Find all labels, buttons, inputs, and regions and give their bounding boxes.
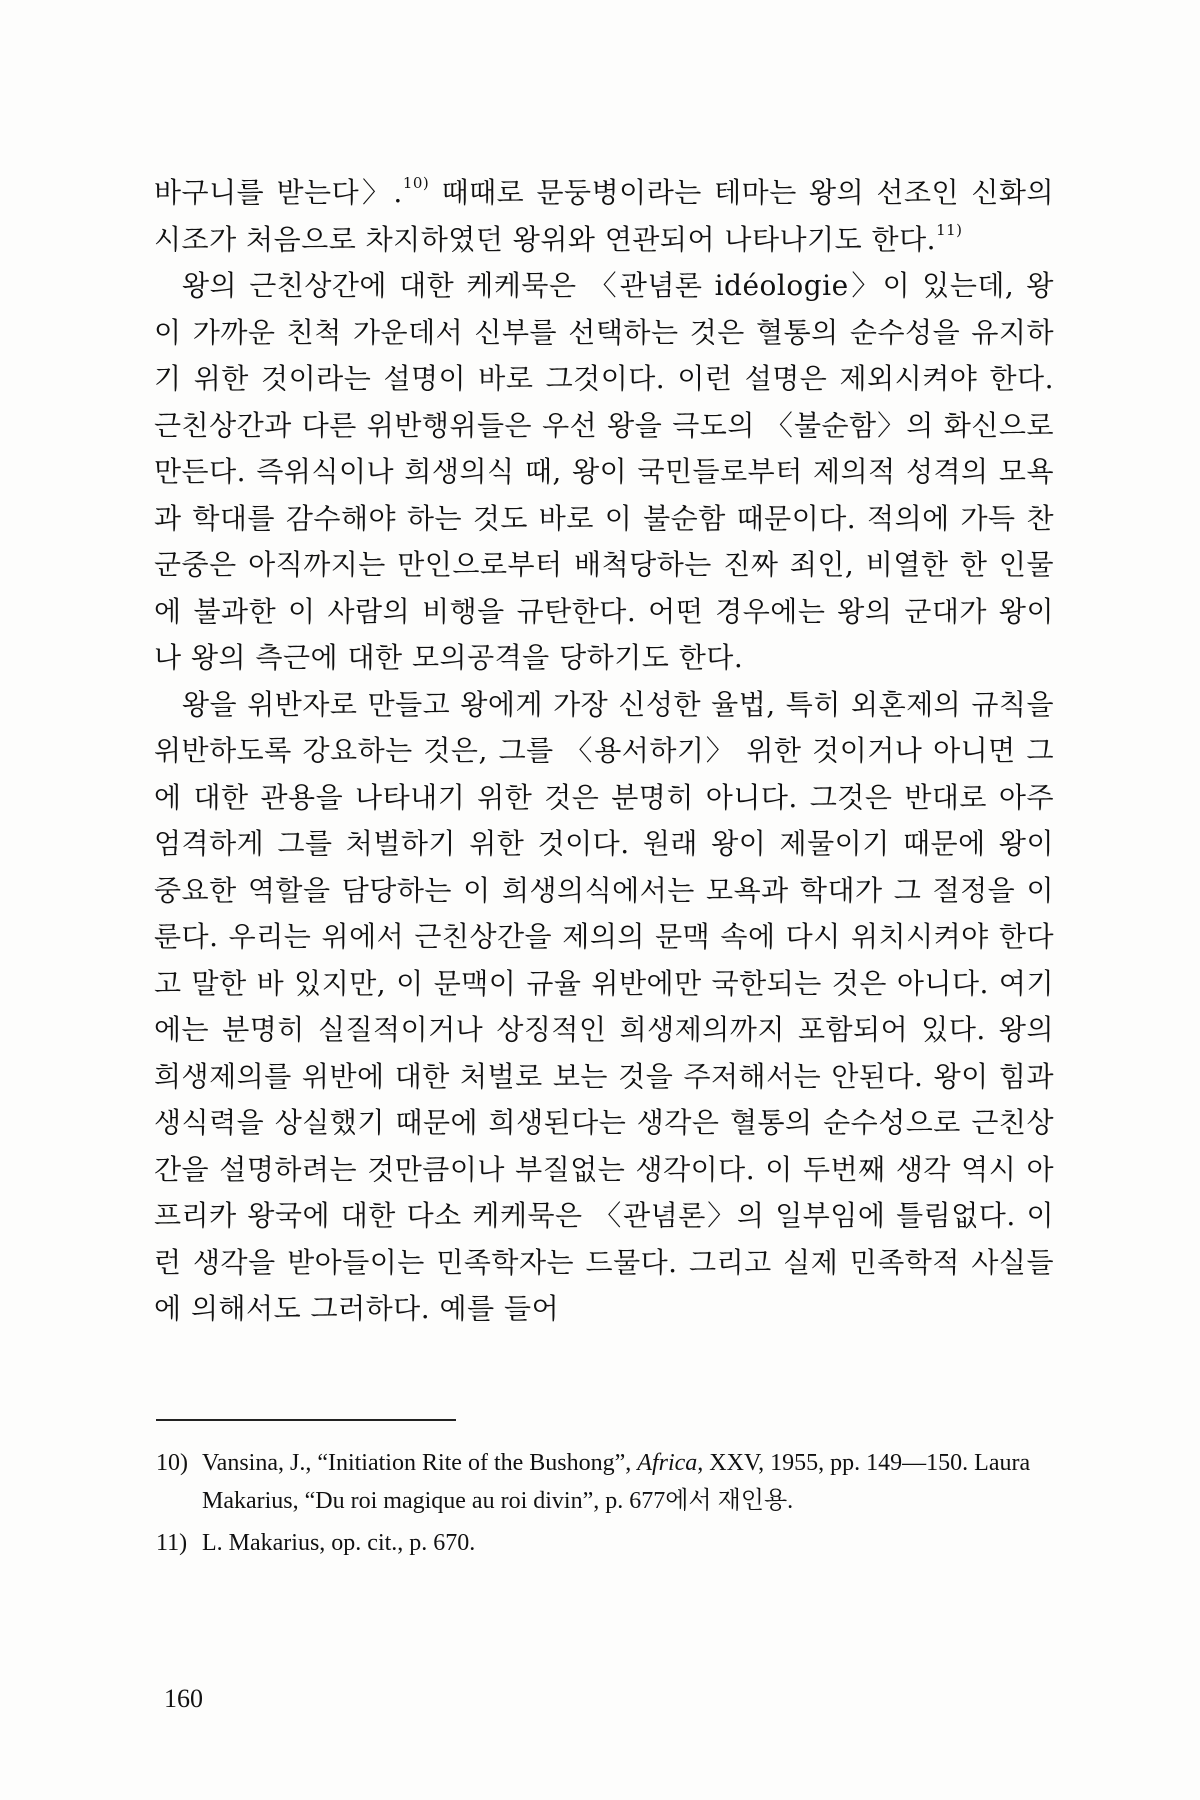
paragraph-1: [154, 170, 1054, 263]
footnote-11: [156, 1524, 1056, 1562]
footnotes: [156, 1444, 1056, 1566]
footnote-ref-11[interactable]: 11): [936, 220, 963, 239]
footnote-10: [156, 1444, 1056, 1520]
paragraph-text: 왕의 근친상간에 대한 케케묵은 〈관념론 idéologie〉이 있는데, 왕이 가까운 친척 가운데서 신부를 선택하는 것은 혈통의 순수성을 유지하기 위한 것이라는 설명이 바로 그것이다. 이런 설명은 제외시켜야 한다. 근친상간과 다른 위반행위들은 우선 왕을 극도의 〈불순함〉의 화신으로 만든다. 즉위식이나 희생의식 때, 왕이 국민들로부터 제의적 성격의 모욕과 학대를 감수해야 하는 것도 바로 이 불순함 때문이다. 적의에 가득 찬 군중은 아직까지는 만인으로부터 배척당하는 진짜 죄인, 비열한 한 인물에 불과한 이 사람의 비행을 규탄한다. 어떤 경우에는 왕의 군대가 왕이나 왕의 측근에 대한 모의공격을 당하기도 한다.: [154, 269, 1054, 674]
footnote-text: L. Makarius, op. cit., p. 670.: [202, 1530, 476, 1556]
paragraph-text: 왕을 위반자로 만들고 왕에게 가장 신성한 율법, 특히 외혼제의 규칙을 위반하도록 강요하는 것은, 그를 〈용서하기〉 위한 것이거나 아니면 그에 대한 관용을 나타내기 위한 것은 분명히 아니다. 그것은 반대로 아주 엄격하게 그를 처벌하기 위한 것이다. 원래 왕이 제물이기 때문에 왕이 중요한 역할을 담당하는 이 희생의식에서는 모욕과 학대가 그 절정을 이룬다. 우리는 위에서 근친상간을 제의의 문맥 속에 다시 위치시켜야 한다고 말한 바 있지만, 이 문맥이 규율 위반에만 국한되는 것은 아니다. 여기에는 분명히 실질적이거나 상징적인 희생제의까지 포함되어 있다. 왕의 희생제의를 위반에 대한 처벌로 보는 것을 주저해서는 안된다. 왕이 힘과 생식력을 상실했기 때문에 희생된다는 생각은 혈통의 순수성으로 근친상간을 설명하려는 것만큼이나 부질없는 생각이다. 이 두번째 생각 역시 아프리카 왕국에 대한 다소 케케묵은 〈관념론〉의 일부임에 틀림없다. 이런 생각을 받아들이는 민족학자는 드물다. 그리고 실제 민족학적 사실들에 의해서도 그러하다. 예를 들어: [154, 687, 1054, 1325]
footnote-divider: [156, 1419, 456, 1421]
body-text: [154, 170, 1054, 1333]
footnote-journal-title: Africa,: [637, 1450, 704, 1476]
footnote-number: 11): [156, 1530, 188, 1556]
paragraph-text: 바구니를 받는다〉.: [154, 176, 403, 209]
page-number: 160: [164, 1684, 203, 1713]
paragraph-2: [154, 263, 1054, 682]
footnote-number: 10): [156, 1450, 188, 1476]
footnote-ref-10[interactable]: 10): [402, 174, 430, 192]
paragraph-3: [154, 682, 1054, 1333]
footnote-text: Vansina, J., “Initiation Rite of the Bushong”,: [202, 1450, 638, 1476]
footnote-text: XXV, 1955, pp. 149—150. Laura Makarius, “Du roi magique au roi divin”, p. 677에서 재인용.: [202, 1450, 1031, 1514]
paragraph-text: 때때로 문둥병이라는 테마는 왕의 선조인 신화의 시조가 처음으로 차지하였던 왕위와 연관되어 나타나기도 한다.: [154, 176, 1055, 256]
